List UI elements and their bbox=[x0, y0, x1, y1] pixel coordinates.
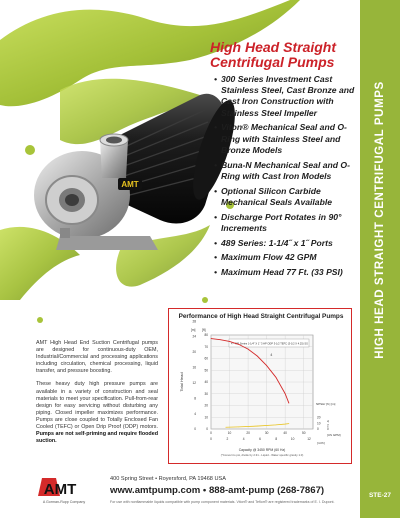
tick-label-ft: 0 bbox=[206, 427, 208, 432]
feature-item: • Optional Silicon Carbide Mechanical Seals Available bbox=[214, 186, 360, 208]
tick-label-npsh-m: 4 bbox=[327, 419, 329, 424]
tick-label-gpm: 50 bbox=[301, 431, 306, 435]
tick-label-gpm: 10 bbox=[227, 431, 232, 435]
series-point-0 bbox=[229, 341, 230, 342]
performance-chart bbox=[168, 308, 352, 464]
tick-label-ft: 30 bbox=[204, 391, 208, 396]
series-point-0 bbox=[211, 338, 212, 339]
feature-item: • Maximum Head 77 Ft. (33 PSI) bbox=[214, 267, 360, 278]
tick-label-ft: 40 bbox=[204, 380, 208, 385]
pump-base bbox=[56, 236, 158, 250]
series-point-1 bbox=[289, 423, 290, 424]
body-paragraph bbox=[36, 381, 158, 445]
title-line-1: High Head Straight bbox=[210, 39, 337, 55]
series-point-0 bbox=[289, 403, 290, 404]
tick-label-m: 0 bbox=[194, 427, 196, 432]
body-warning: Pumps are not self-priming and require flooded suction. bbox=[36, 431, 158, 445]
tick-label-ft: 70 bbox=[204, 344, 208, 349]
tick-label-m3h: 6 bbox=[259, 437, 261, 441]
series-point-1 bbox=[276, 425, 277, 426]
tick-label-m: 4 bbox=[194, 411, 196, 416]
tick-label-m3h: 4 bbox=[242, 437, 245, 441]
tick-label-m3h: 0 bbox=[210, 437, 212, 441]
page-code: STE-27 bbox=[368, 492, 392, 499]
tick-label-m: 8 bbox=[194, 396, 196, 401]
tick-label-m3h: 12 bbox=[307, 437, 311, 441]
amt-badge-text: AMT bbox=[121, 180, 139, 189]
series-point-1 bbox=[238, 427, 239, 428]
tick-label-npsh-ft: 0 bbox=[317, 427, 319, 432]
chart-title: Performance of High Head Straight Centrifugal Pumps bbox=[178, 313, 344, 320]
feature-item: • Discharge Port Rotates in 90° Increments bbox=[214, 212, 360, 234]
tick-label-ft: 60 bbox=[204, 356, 208, 361]
chart-canvas bbox=[169, 309, 353, 465]
tick-label-npsh-m: 2 bbox=[327, 423, 329, 428]
series-point-0 bbox=[266, 365, 267, 366]
series-point-1 bbox=[285, 424, 286, 425]
tick-label-m3h: 8 bbox=[275, 437, 278, 441]
tick-label-gpm: 0 bbox=[210, 431, 212, 435]
website-link[interactable]: www.amtpump.com • 888-amt-pump (268-7867) bbox=[110, 485, 325, 496]
series-point-0 bbox=[276, 377, 277, 378]
tick-label-gpm: 20 bbox=[246, 431, 250, 435]
tick-label-gpm: 30 bbox=[264, 431, 269, 435]
feature-item: • Viton® Mechanical Seal and O-Ring with Stainless Steel and Bronze Models bbox=[214, 122, 360, 156]
chart-xunits-top: [US GPM] bbox=[327, 433, 341, 437]
tick-label-npsh-m: 0 bbox=[327, 427, 329, 432]
tick-label-m3h: 10 bbox=[290, 437, 295, 441]
tick-label-m: 12 bbox=[192, 380, 196, 385]
tick-label-m: 24 bbox=[192, 334, 196, 339]
body-copy bbox=[36, 340, 158, 451]
feature-list bbox=[214, 74, 360, 282]
title-line-2: Centrifugal Pumps bbox=[210, 54, 335, 70]
company-address: 400 Spring Street • Royersford, PA 19468 USA bbox=[110, 476, 226, 482]
chart-xunits-bottom: [m³/h] bbox=[317, 441, 325, 445]
chart-ylabel: Total Head bbox=[179, 372, 184, 392]
chart-right-label: NPSHr [ft.] [m] bbox=[316, 402, 336, 406]
tick-label-m: 28 bbox=[192, 319, 196, 324]
tick-label-m: 16 bbox=[192, 365, 196, 370]
series-point-0 bbox=[220, 339, 221, 340]
series-point-0 bbox=[285, 393, 286, 394]
chart-xlabel: Capacity @ 3450 RPM (60 Hz) bbox=[238, 448, 286, 452]
tick-label-ft: 20 bbox=[204, 403, 208, 408]
company-tagline: A Gorman-Rupp Company bbox=[42, 500, 86, 504]
series-point-0 bbox=[257, 356, 258, 357]
footer-note: For use with nonflammable liquids compatible with pump component materials. Viton® and Teflon® are registered trademarks of E. I. Dupont. bbox=[110, 500, 335, 504]
tick-label-gpm: 40 bbox=[283, 431, 287, 435]
tick-label-m: 20 bbox=[192, 350, 196, 355]
chart-units-ft: [ft] bbox=[202, 328, 206, 332]
green-splash bbox=[116, 225, 210, 287]
chart-units-m: [m] bbox=[191, 328, 196, 332]
series-label: 4 bbox=[270, 353, 273, 358]
body-text: These heavy duty high pressure pumps are available in a variety of construction and seal materials to meet your specification. Pull-from-rear design for easy servicing without disturbing any piping. Closed impeller maximizes performance. Pumps are close coupled to Totally Enclosed Fan Cooled (TEFC) or Open Drip Proof (ODP) motors. bbox=[36, 381, 158, 431]
chart-xlabel-note: (*Convert to psi, divide by 2.31 - Liquid - Water specific gravity 1.0) bbox=[220, 453, 304, 457]
tick-label-ft: 80 bbox=[204, 333, 208, 338]
feature-item: • Maximum Flow 42 GPM bbox=[214, 252, 360, 263]
feature-item: • 300 Series Investment Cast Stainless Steel, Cast Bronze and Cast Iron Construction with Stainless Steel Impeller bbox=[214, 74, 360, 119]
tick-label-ft: 50 bbox=[204, 368, 208, 373]
tick-label-npsh-ft: 10 bbox=[317, 421, 321, 426]
series-point-0 bbox=[238, 344, 239, 345]
tick-label-npsh-ft: 20 bbox=[317, 415, 321, 420]
body-paragraph: AMT High Head End Suction Centrifugal pumps are designed for continuous-duty OEM, Industrial/Commercial and processing applications including circulation, chemical processing, liquid transfer, and pressure boosting. bbox=[36, 340, 158, 375]
feature-item: • Buna-N Mechanical Seal and O-Ring with Cast Iron Models bbox=[214, 160, 360, 182]
tick-label-m3h: 2 bbox=[226, 437, 229, 441]
side-banner-title: HIGH HEAD STRAIGHT CENTRIFUGAL PUMPS bbox=[374, 81, 386, 359]
series-point-1 bbox=[225, 427, 226, 428]
series-point-0 bbox=[248, 349, 249, 350]
chart-legend-text: 4 - 489 Series 1-1/4" X 1" 3 HP ODP 3-1/2 TEFC (3-1/2 X 4.25) SS bbox=[231, 342, 308, 346]
amt-logo bbox=[36, 476, 82, 500]
series-point-1 bbox=[257, 426, 258, 427]
page-title bbox=[210, 40, 360, 70]
amt-logo-text: AMT bbox=[43, 481, 77, 498]
tick-label-ft: 10 bbox=[204, 415, 208, 420]
feature-item: • 489 Series: 1-1/4˝ x 1˝ Ports bbox=[214, 238, 360, 249]
